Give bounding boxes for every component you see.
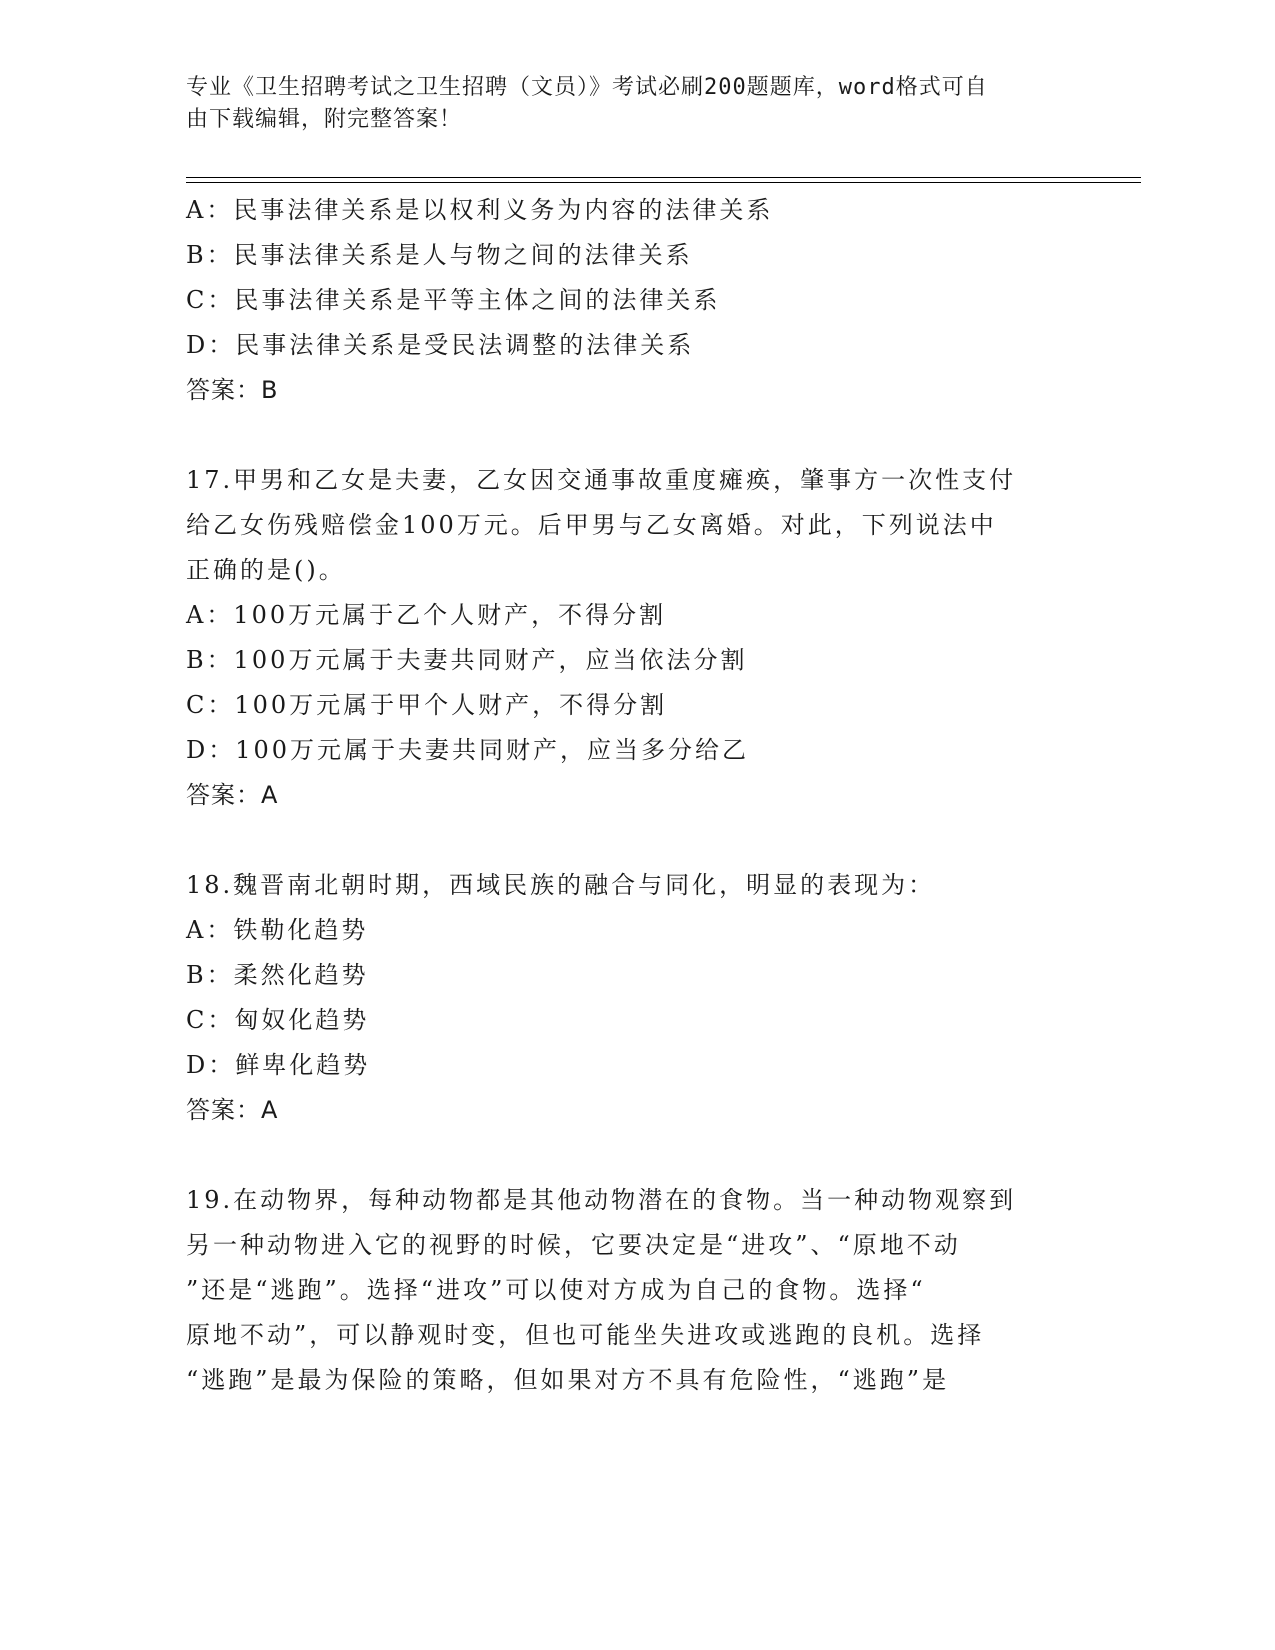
answer-line: 答案：A — [186, 781, 279, 809]
option-a: A：民事法律关系是以权利义务为内容的法律关系 — [186, 196, 774, 224]
document-header — [186, 72, 1066, 136]
answer-line: 答案：B — [186, 376, 279, 404]
header-divider-top — [186, 177, 1141, 178]
option-a: A：100万元属于乙个人财产，不得分割 — [186, 601, 667, 629]
question-17 — [186, 458, 1086, 818]
question-stem-line: 18.魏晋南北朝时期，西域民族的融合与同化，明显的表现为： — [186, 871, 936, 899]
question-stem-line: 19.在动物界，每种动物都是其他动物潜在的食物。当一种动物观察到 — [186, 1186, 1017, 1214]
question-19 — [186, 1178, 1086, 1403]
option-c: C：民事法律关系是平等主体之间的法律关系 — [186, 286, 721, 314]
question-16 — [186, 188, 1086, 413]
question-18 — [186, 863, 1086, 1133]
question-stem-line: 给乙女伤残赔偿金100万元。后甲男与乙女离婚。对此，下列说法中 — [186, 511, 997, 539]
question-stem-line: 正确的是()。 — [186, 556, 346, 584]
option-b: B：100万元属于夫妻共同财产，应当依法分割 — [186, 646, 748, 674]
question-stem-line: 17.甲男和乙女是夫妻，乙女因交通事故重度瘫痪，肇事方一次性支付 — [186, 466, 1017, 494]
spacer — [186, 1133, 1086, 1178]
spacer — [186, 818, 1086, 863]
question-content — [186, 188, 1086, 1403]
option-a: A：铁勒化趋势 — [186, 916, 369, 944]
option-c: C：100万元属于甲个人财产，不得分割 — [186, 691, 668, 719]
option-d: D：鲜卑化趋势 — [186, 1051, 371, 1079]
answer-line: 答案：A — [186, 1096, 279, 1124]
option-d: D：民事法律关系是受民法调整的法律关系 — [186, 331, 695, 359]
option-c: C：匈奴化趋势 — [186, 1006, 370, 1034]
option-d: D：100万元属于夫妻共同财产，应当多分给乙 — [186, 736, 750, 764]
question-stem-line: “逃跑”是最为保险的策略，但如果对方不具有危险性，“逃跑”是 — [186, 1366, 950, 1394]
header-line-1: 专业《卫生招聘考试之卫生招聘（文员）》考试必刷200题题库，word格式可自 — [186, 75, 988, 100]
question-stem-line: 原地不动”，可以静观时变，但也可能坐失进攻或逃跑的良机。选择 — [186, 1321, 985, 1349]
option-b: B：民事法律关系是人与物之间的法律关系 — [186, 241, 693, 269]
spacer — [186, 413, 1086, 458]
header-divider-bottom — [186, 182, 1141, 183]
option-b: B：柔然化趋势 — [186, 961, 369, 989]
header-line-2: 由下载编辑，附完整答案！ — [186, 107, 463, 132]
question-stem-line: 另一种动物进入它的视野的时候，它要决定是“进攻”、“原地不动 — [186, 1231, 961, 1259]
question-stem-line: ”还是“逃跑”。选择“进攻”可以使对方成为自己的食物。选择“ — [186, 1276, 926, 1304]
